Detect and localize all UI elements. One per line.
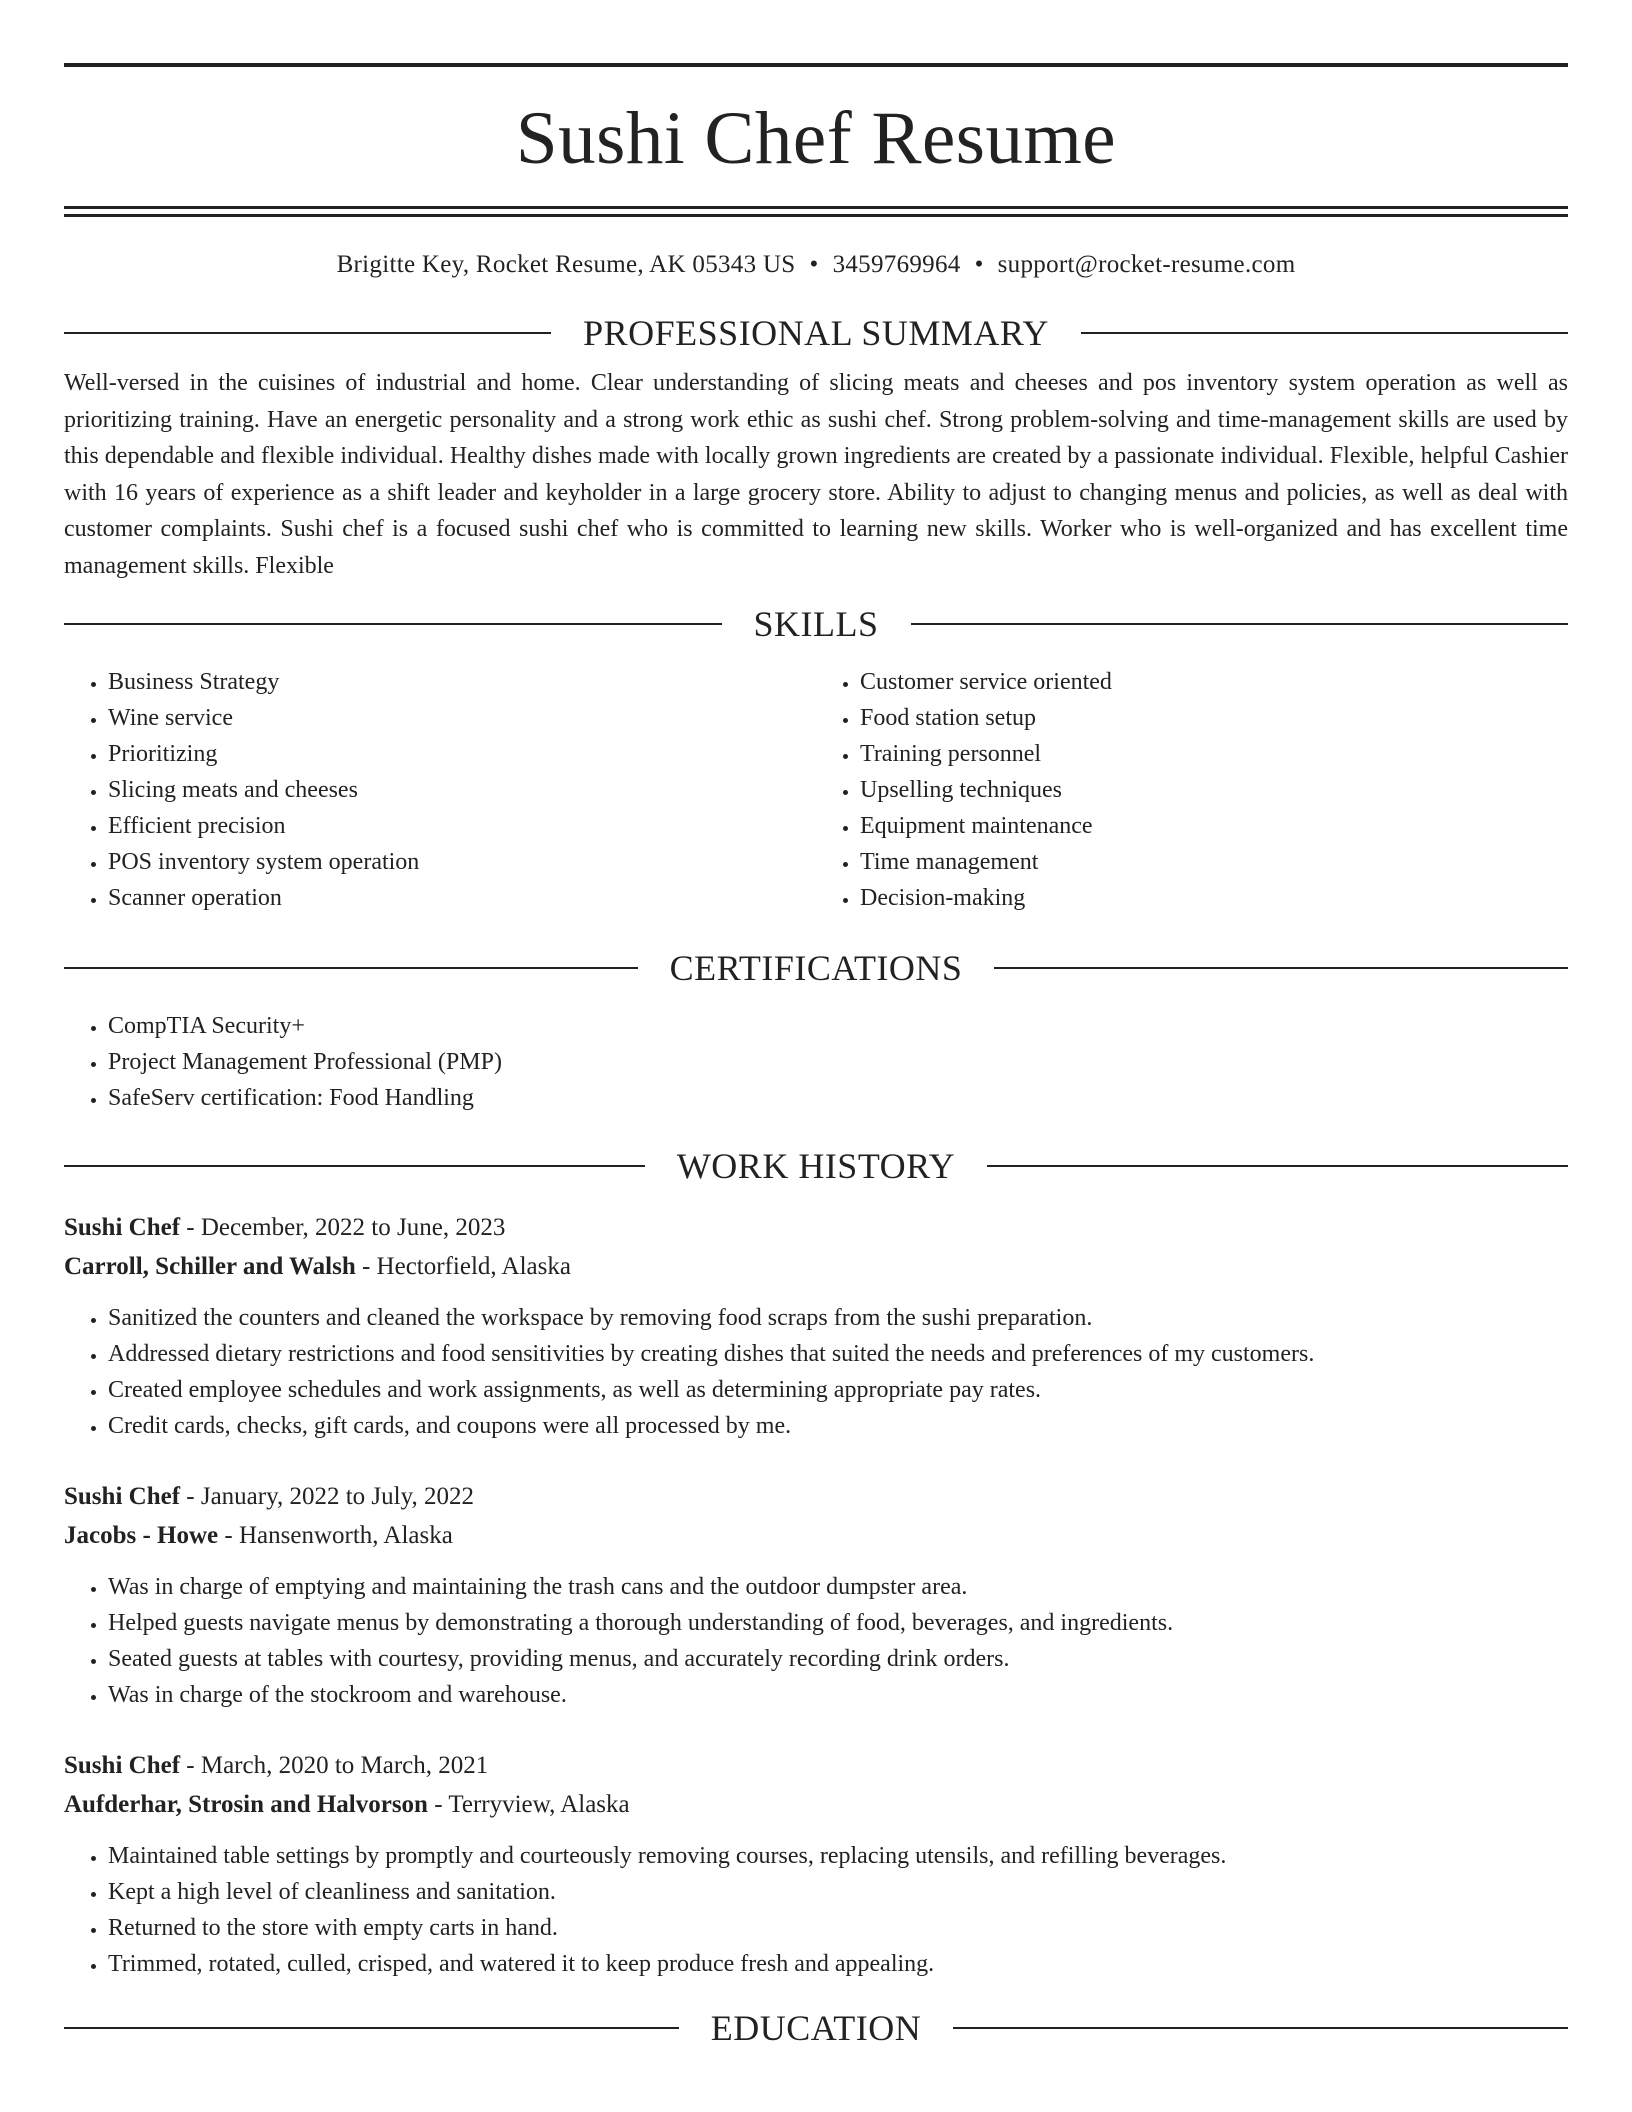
list-item: • Helped guests navigate menus by demonstrating a thorough understanding of food, beverages, and ingredients.	[108, 1605, 1568, 1641]
divider	[911, 623, 1569, 625]
job-company: Aufderhar, Strosin and Halvorson	[64, 1791, 428, 1818]
divider	[64, 623, 722, 625]
job-title: Sushi Chef	[64, 1214, 181, 1241]
list-item: • Was in charge of the stockroom and warehouse.	[108, 1677, 1568, 1713]
top-rule	[64, 63, 1568, 67]
list-item: • Customer service oriented	[860, 664, 1568, 700]
job-title-line	[64, 1208, 1568, 1247]
job-location: - Terryview, Alaska	[427, 1791, 630, 1818]
list-item: • Efficient precision	[108, 808, 816, 844]
list-item: • Sanitized the counters and cleaned the workspace by removing food scraps from the sushi preparation.	[108, 1300, 1568, 1336]
job-company: Carroll, Schiller and Walsh	[64, 1253, 356, 1280]
job-title: Sushi Chef	[64, 1483, 181, 1510]
contact-line	[64, 251, 1568, 279]
section-heading-skills	[64, 606, 1568, 642]
skills-column-right	[816, 664, 1568, 916]
job-company: Jacobs - Howe	[64, 1522, 219, 1549]
list-item: • Was in charge of emptying and maintaining the trash cans and the outdoor dumpster area.	[108, 1569, 1568, 1605]
section-title: PROFESSIONAL SUMMARY	[583, 313, 1049, 353]
section-title: EDUCATION	[710, 2008, 922, 2048]
list-item: • Decision-making	[860, 880, 1568, 916]
divider	[953, 2027, 1568, 2029]
list-item: • Maintained table settings by promptly and courteously removing courses, replacing utensils, and refilling beverages.	[108, 1838, 1568, 1874]
list-item: • Seated guests at tables with courtesy, providing menus, and accurately recording drink orders.	[108, 1641, 1568, 1677]
resume-page	[64, 0, 1568, 2046]
certifications-list	[64, 1008, 1568, 1116]
job-location: - Hectorfield, Alaska	[355, 1253, 571, 1280]
list-item: • Project Management Professional (PMP)	[108, 1044, 1568, 1080]
list-item: • Slicing meats and cheeses	[108, 772, 816, 808]
job-location: - Hansenworth, Alaska	[218, 1522, 453, 1549]
contact-separator: •	[974, 251, 984, 278]
list-item: • Time management	[860, 844, 1568, 880]
contact-phone: 3459769964	[832, 251, 961, 278]
list-item: • CompTIA Security+	[108, 1008, 1568, 1044]
job-duties	[64, 1569, 1568, 1713]
list-item: • Returned to the store with empty carts in hand.	[108, 1910, 1568, 1946]
section-heading-summary	[64, 315, 1568, 351]
job-company-line	[64, 1516, 1568, 1555]
list-item: • Business Strategy	[108, 664, 816, 700]
list-item: • Food station setup	[860, 700, 1568, 736]
list-item: • Trimmed, rotated, culled, crisped, and watered it to keep produce fresh and appealing.	[108, 1946, 1568, 1982]
job-company-line	[64, 1247, 1568, 1286]
divider	[64, 332, 551, 334]
job-entry	[64, 1208, 1568, 1444]
list-item: • Prioritizing	[108, 736, 816, 772]
contact-address: Brigitte Key, Rocket Resume, AK 05343 US	[336, 251, 796, 278]
list-item: • Scanner operation	[108, 880, 816, 916]
job-duties	[64, 1838, 1568, 1982]
list-item: • Addressed dietary restrictions and food sensitivities by creating dishes that suited the needs and preferences of my customers.	[108, 1336, 1568, 1372]
professional-summary: Well-versed in the cuisines of industrial and home. Clear understanding of slicing meats and cheeses and pos inventory system operation as well as prioritizing training. Have an energetic personality and a strong work ethic as sushi chef. Strong problem-solving and time-management skills are used by this dependable and flexible individual. Healthy dishes made with locally grown ingredients are created by a passionate individual. Flexible, helpful Cashier with 16 years of experience as a shift leader and keyholder in a large grocery store. Ability to adjust to changing menus and policies, as well as deal with customer complaints. Sushi chef is a focused sushi chef who is committed to learning new skills. Worker who is well-organized and has excellent time management skills. Flexible	[64, 370, 1568, 579]
list-item: • Created employee schedules and work assignments, as well as determining appropriate pay rates.	[108, 1372, 1568, 1408]
contact-email: support@rocket-resume.com	[997, 251, 1296, 278]
contact-separator: •	[809, 251, 819, 278]
list-item: • POS inventory system operation	[108, 844, 816, 880]
section-heading-education	[64, 2010, 1568, 2046]
section-title: CERTIFICATIONS	[669, 948, 963, 988]
skills-list	[64, 664, 1568, 916]
job-dates: - January, 2022 to July, 2022	[180, 1483, 474, 1510]
list-item: • Wine service	[108, 700, 816, 736]
job-dates: - December, 2022 to June, 2023	[180, 1214, 506, 1241]
section-heading-work-history	[64, 1148, 1568, 1184]
list-item: • SafeServ certification: Food Handling	[108, 1080, 1568, 1116]
divider	[64, 967, 638, 969]
job-company-line	[64, 1785, 1568, 1824]
section-heading-certifications	[64, 950, 1568, 986]
job-entry	[64, 1746, 1568, 1982]
skills-column-left	[64, 664, 816, 916]
list-item: • Training personnel	[860, 736, 1568, 772]
job-title: Sushi Chef	[64, 1752, 181, 1779]
section-title: SKILLS	[753, 604, 879, 644]
list-item: • Equipment maintenance	[860, 808, 1568, 844]
title-double-rule	[64, 206, 1568, 217]
divider	[994, 967, 1568, 969]
divider	[64, 1165, 645, 1167]
job-duties	[64, 1300, 1568, 1444]
divider	[1081, 332, 1568, 334]
list-item: • Kept a high level of cleanliness and sanitation.	[108, 1874, 1568, 1910]
job-title-line	[64, 1477, 1568, 1516]
divider	[64, 2027, 679, 2029]
job-entry	[64, 1477, 1568, 1713]
list-item: • Upselling techniques	[860, 772, 1568, 808]
list-item: • Credit cards, checks, gift cards, and coupons were all processed by me.	[108, 1408, 1568, 1444]
resume-title: Sushi Chef Resume	[515, 97, 1117, 180]
divider	[987, 1165, 1568, 1167]
job-title-line	[64, 1746, 1568, 1785]
job-dates: - March, 2020 to March, 2021	[180, 1752, 489, 1779]
section-title: WORK HISTORY	[676, 1146, 956, 1186]
